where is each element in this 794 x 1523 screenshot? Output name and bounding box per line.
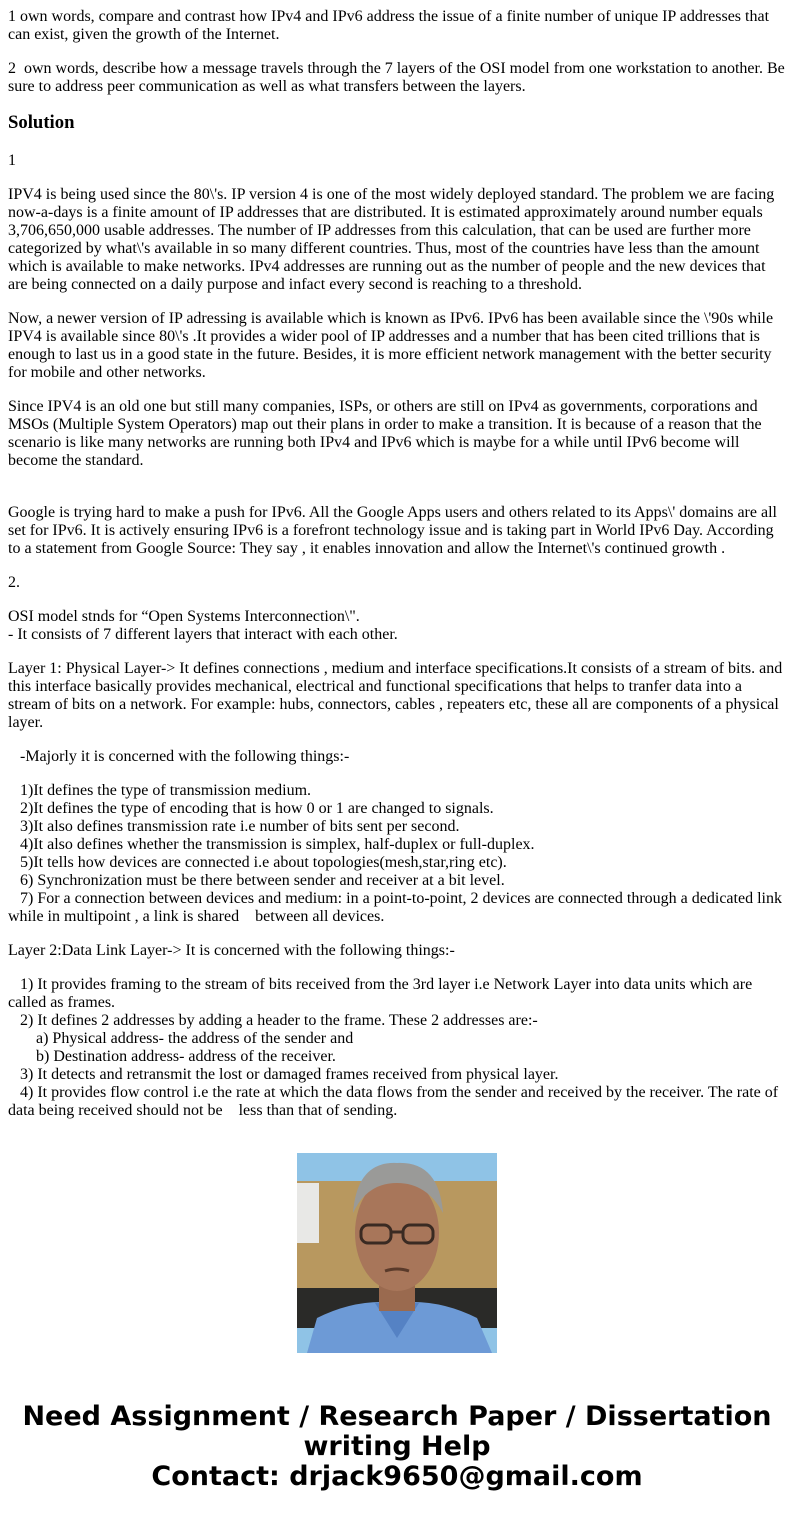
question-1: 1 own words, compare and contrast how IPv4 and IPv6 address the issue of a finite number of unique IP addresses that can exist, given the growth of the Internet. — [8, 8, 774, 43]
contact-footer — [0, 1402, 794, 1492]
solution-paragraph: -Majorly it is concerned with the following things:- — [8, 748, 350, 765]
solution-paragraph: Layer 1: Physical Layer-> It defines connections , medium and interface specifications.It consists of a stream of bits. and this interface basically provides mechanical, electrical and functional specifications that helps to tranfer data into a stream of bits on a network. For example: hubs, connectors, cables , repeaters etc, these all are components of a physical layer. — [8, 660, 787, 731]
solution-paragraph: 1)It defines the type of transmission medium. 2)It defines the type of encoding that is how 0 or 1 are changed to signals. 3)It also defines transmission rate i.e number of bits sent per second. 4)It also defines whether the transmission is simplex, half-duplex or full-duplex. 5)It tells how devices are connected i.e about topologies(mesh,star,ring etc). 6) Synchronization must be there between sender and receiver at a bit level. 7) For a connection between devices and medium: in a point-to-point, 2 devices are connected through a dedicated link while in multipoint , a link is shared between all devices. — [8, 782, 782, 925]
solution-paragraph: Since IPV4 is an old one but still many companies, ISPs, or others are still on IPv4 as governments, corporations and MSOs (Multiple System Operators) map out their plans in order to make a transition. It is because of a reason that the scenario is like many networks are running both IPv4 and IPv6 which is maybe for a while until IPv6 become will become the standard. — [8, 398, 766, 469]
solution-paragraph: OSI model stnds for “Open Systems Interconnection\". - It consists of 7 different layers that interact with each other. — [8, 608, 398, 643]
solution-heading: Solution — [8, 112, 75, 133]
question-2: 2 own words, describe how a message travels through the 7 layers of the OSI model from one workstation to another. Be sure to address peer communication as well as what transfers between the layers. — [8, 60, 789, 95]
portrait-photo — [297, 1153, 497, 1353]
solution-paragraph: 1) It provides framing to the stream of bits received from the 3rd layer i.e Network Layer into data units which are called as frames. 2) It defines 2 addresses by adding a header to the frame. These 2 addresses are:- a) Physical address- the address of the sender and b) Destination address- address of the receiver. 3) It detects and retransmit the lost or damaged frames received from physical layer. 4) It provides flow control i.e the rate at which the data flows from the sender and received by the receiver. The rate of data being received should not be less than that of sending. — [8, 976, 779, 1119]
footer-line-1: Need Assignment / Research Paper / Dissertation — [22, 1401, 772, 1432]
footer-line-2: writing Help — [303, 1431, 491, 1462]
solution-paragraph: Now, a newer version of IP adressing is available which is known as IPv6. IPv6 has been available since the \'90s while IPV4 is available since 80\'s .It provides a wider pool of IP addresses and a number that has been cited trillions that is enough to last us in a good state in the future. Besides, it is more efficient network management with the better security for mobile and other networks. — [8, 310, 778, 381]
solution-paragraph: Google is trying hard to make a push for IPv6. All the Google Apps users and others related to its Apps\' domains are all set for IPv6. It is actively ensuring IPv6 is a forefront technology issue and is taking part in World IPv6 Day. According to a statement from Google Source: They say , it enables innovation and allow the Internet\'s continued growth . — [8, 504, 777, 557]
solution-paragraph: 2. — [8, 574, 20, 591]
solution-paragraph: 1 — [8, 152, 16, 169]
solution-paragraph: Layer 2:Data Link Layer-> It is concerned with the following things:- — [8, 942, 455, 959]
footer-contact: Contact: drjack9650@gmail.com — [151, 1461, 643, 1492]
author-avatar — [297, 1153, 497, 1353]
solution-paragraph: IPV4 is being used since the 80\'s. IP version 4 is one of the most widely deployed standard. The problem we are facing now-a-days is a finite amount of IP addresses that are distributed. It is estimated approximately around number equals 3,706,650,000 usable addresses. The number of IP addresses from this calculation, that can be used are further more categorized by what\'s available in so many different countries. Thus, most of the countries have less than the amount which is available to make networks. IPv4 addresses are running out as the number of people and the new devices that are being connected on a daily purpose and infact every second is reaching to a threshold. — [8, 186, 779, 293]
document-content — [8, 8, 789, 1122]
